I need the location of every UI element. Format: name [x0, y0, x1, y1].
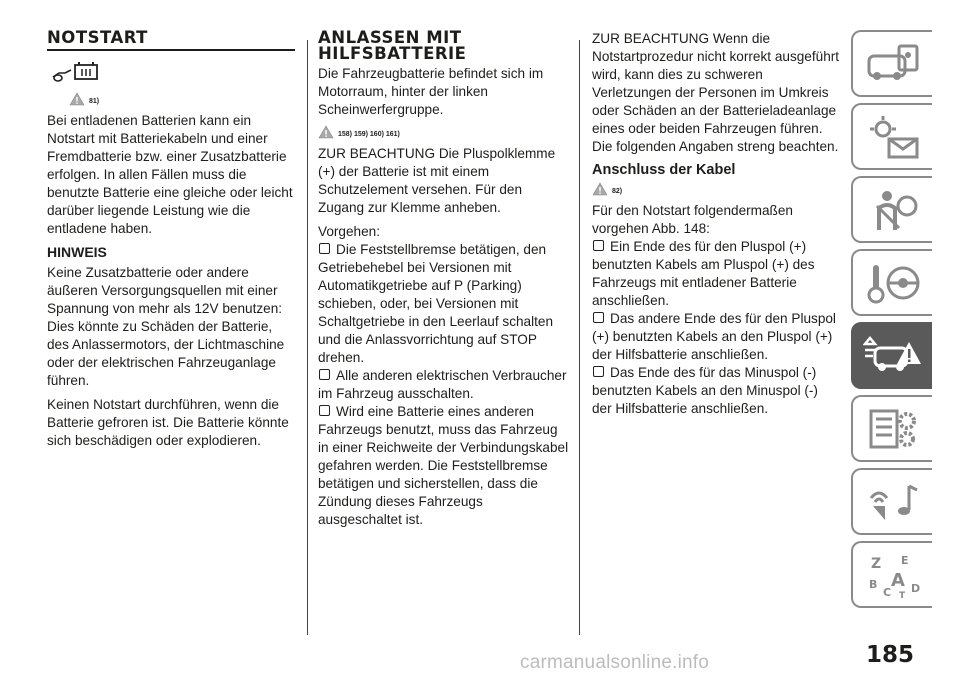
warning-lights-icon: [865, 115, 921, 159]
bullet-square-icon: [593, 240, 604, 251]
beachtung-paragraph: ZUR BEACHTUNG Die Pluspolklemme (+) der Batterie ist mit einem Schutzelement versehen. Für den Zugang zur Klemme anheben.: [318, 146, 556, 215]
beachtung-paragraph: ZUR BEACHTUNG Wenn die Notstartprozedur nicht korrekt ausgeführt wird, kann dies zu schweren Verletzungen der Personen im Umkreis oder Schäden an der Batterieladeanlage eines oder beiden Fahrzeugen führen. Die folgenden Angaben streng beachten.: [592, 31, 840, 154]
tab-car-dashboard[interactable]: [851, 30, 932, 97]
tab-index[interactable]: [851, 541, 932, 608]
maintenance-icon: [865, 407, 921, 451]
index-letters-icon: [865, 552, 921, 598]
tab-safety[interactable]: [851, 176, 932, 243]
svg-text:T: T: [898, 590, 905, 598]
watermark: carmanualsonline.info: [520, 652, 710, 673]
column-anlassen: [318, 30, 570, 529]
chapter-tabs: [851, 30, 932, 614]
warning-ref-number: 81): [89, 98, 100, 105]
intro-paragraph: Für den Notstart folgendermaßen vorgehen Abb. 148:: [592, 203, 793, 236]
section-title-notstart: NOTSTART: [47, 28, 148, 47]
bullet-square-icon: [593, 312, 604, 323]
list-item-text: Das andere Ende des für den Pluspol (+) benutzten Kabels an den Pluspol (+) der Hilfsbatterie anschließen.: [592, 311, 836, 362]
list-item: [318, 367, 570, 403]
section-title-anlassen-line1: ANLASSEN MIT: [318, 28, 462, 47]
svg-text:E: E: [900, 553, 909, 567]
bullet-square-icon: [593, 366, 604, 377]
tab-multimedia[interactable]: [851, 468, 932, 535]
hinweis-paragraph-1: Keine Zusatzbatterie oder andere äußeren Versorgungsquellen mit einer Spannung von mehr als 12V benutzen: Dies könnte zu Schäden der Batterie, des Anlassermotors, der Lichtmaschine oder der elektrischen Fahrzeuganlage führen.: [47, 265, 285, 388]
svg-text:C: C: [882, 585, 891, 598]
bullet-square-icon: [319, 369, 330, 380]
intro-paragraph: Bei entladenen Batterien kann ein Notstart mit Batteriekabeln und einer Fremdbatterie bzw. einer Zusatzbatterie erfolgen. In allen Fällen muss die benutzte Batterie eine gleiche oder leicht darüber liegende Leistung wie die entladene haben.: [47, 113, 293, 236]
column-divider: [579, 40, 580, 635]
svg-text:Z: Z: [870, 555, 881, 572]
hinweis-heading: HINWEIS: [47, 244, 107, 260]
anschluss-heading: Anschluss der Kabel: [592, 162, 736, 178]
column-divider: [307, 40, 308, 635]
emergency-icon: [863, 334, 923, 378]
list-item: [592, 238, 840, 310]
vorgehen-label: Vorgehen:: [318, 224, 380, 239]
multimedia-icon: [865, 480, 921, 524]
tab-emergency[interactable]: [851, 322, 932, 389]
warning-triangle-icon: [69, 92, 85, 106]
list-item-text: Wird eine Batterie eines anderen Fahrzeugs benutzt, muss das Fahrzeug in einer Reichweite der Verbindungskabel gefahren werden. Die Feststellbremse betätigen und sicherstellen, dass die Zündung dieses Fahrzeugs ausgeschaltet ist.: [318, 404, 569, 527]
warning-ref-number: 158) 159) 160) 161): [338, 131, 400, 138]
list-item-text: Alle anderen elektrischen Verbraucher im Fahrzeug ausschalten.: [318, 368, 567, 401]
tab-starting-driving[interactable]: [851, 249, 932, 316]
list-item-text: Das Ende des für das Minuspol (-) benutzten Kabels an den Minuspol (-) der Hilfsbatterie anschließen.: [592, 365, 818, 416]
list-item: [592, 364, 840, 418]
safety-airbag-icon: [865, 188, 921, 232]
page-number: 185: [866, 642, 915, 668]
list-item: [318, 241, 570, 367]
intro-paragraph: Die Fahrzeugbatterie befindet sich im Motorraum, hinter der linken Scheinwerfergruppe.: [318, 66, 544, 117]
tab-maintenance[interactable]: [851, 395, 932, 462]
list-item: [318, 403, 570, 529]
warning-reference: [592, 182, 840, 196]
list-item: [592, 310, 840, 364]
warning-triangle-icon: [592, 182, 608, 196]
bullet-square-icon: [319, 243, 330, 254]
list-item-text: Die Feststellbremse betätigen, den Getriebehebel bei Versionen mit Automatikgetriebe auf P (Parking) schieben, oder, bei Versionen mit Schaltgetriebe in den Leerlauf schalten und die Anlassvorrichtung auf STOP drehen.: [318, 242, 554, 365]
tab-warning-lights[interactable]: [851, 103, 932, 170]
hinweis-paragraph-2: Keinen Notstart durchführen, wenn die Batterie gefroren ist. Die Batterie könnte sich beschädigen oder explodieren.: [47, 397, 289, 448]
section-title-anlassen-line2: HILFSBATTERIE: [318, 44, 467, 63]
svg-text:D: D: [910, 581, 920, 595]
warning-triangle-icon: [318, 125, 334, 139]
svg-text:A: A: [890, 569, 905, 591]
svg-text:B: B: [868, 577, 877, 591]
car-dashboard-icon: [865, 42, 921, 86]
column-anschluss: [592, 30, 840, 418]
warning-reference: [318, 125, 570, 139]
column-notstart: [47, 30, 297, 456]
title-rule: [47, 49, 295, 51]
steering-key-icon: [865, 261, 921, 305]
warning-ref-number: 82): [612, 188, 623, 195]
bullet-square-icon: [319, 405, 330, 416]
warning-reference: [69, 92, 297, 106]
starter-battery-symbol-icon: [49, 61, 297, 88]
list-item-text: Ein Ende des für den Pluspol (+) benutzten Kabels am Pluspol (+) des Fahrzeugs mit entladener Batterie anschließen.: [592, 239, 815, 308]
